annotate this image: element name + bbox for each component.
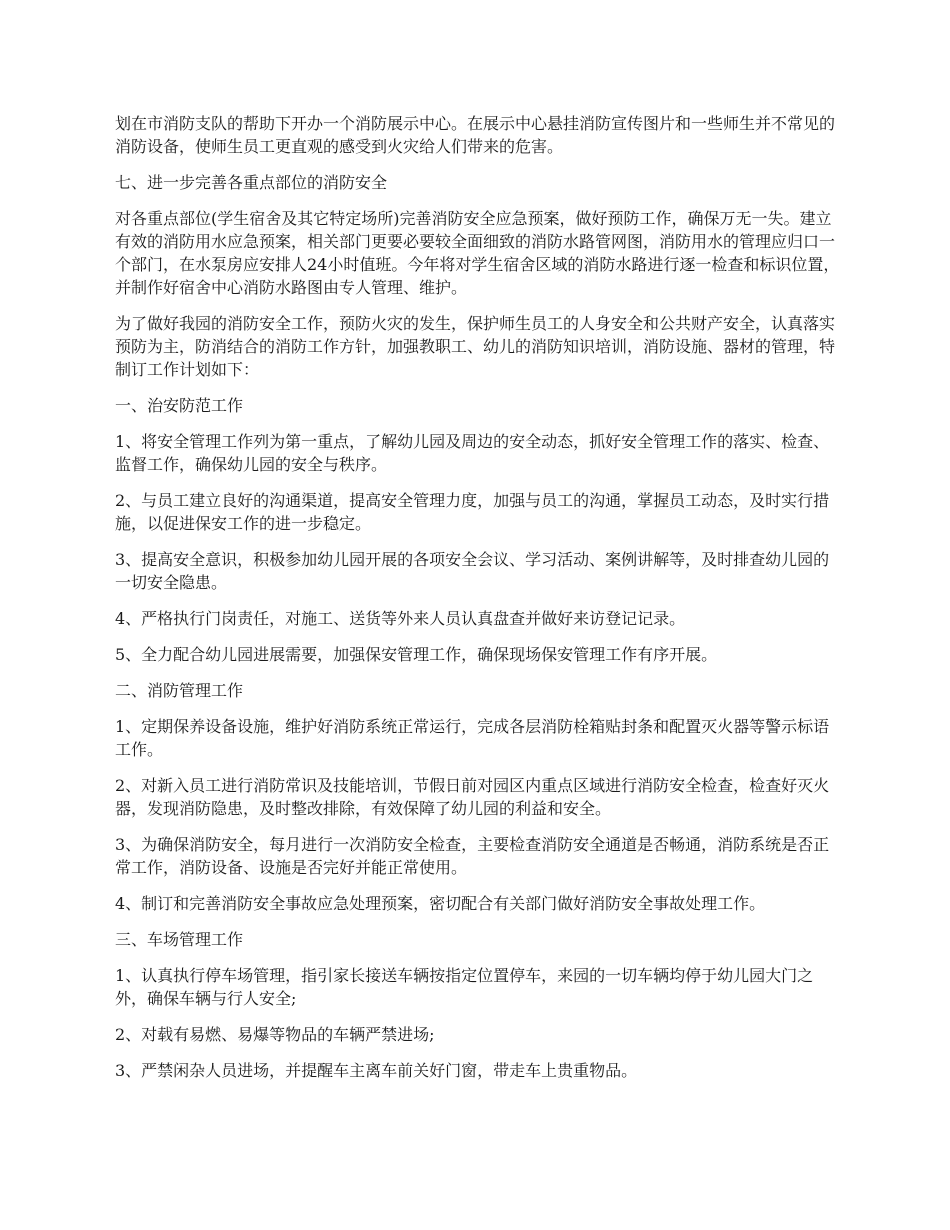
section-heading-7: 七、进一步完善各重点部位的消防安全 [115, 173, 388, 192]
list-item-fire-2: 2、对新入员工进行消防常识及技能培训，节假日前对园区内重点区域进行消防安全检查，检查好灭火器，发现消防隐患，及时整改排除，有效保障了幼儿园的利益和安全。 [115, 776, 830, 818]
list-item-parking-3: 3、严禁闲杂人员进场，并提醒车主离车前关好门窗，带走车上贵重物品。 [115, 1061, 638, 1080]
section-heading-2: 二、消防管理工作 [115, 681, 244, 700]
list-item-security-4: 4、严格执行门岗责任，对施工、送货等外来人员认真盘查并做好来访登记记录。 [115, 609, 686, 628]
section-heading-3: 三、车场管理工作 [115, 930, 244, 949]
paragraph-plan-intro: 为了做好我园的消防安全工作，预防火灾的发生，保护师生员工的人身安全和公共财产安全，认真落实预防为主，防消结合的消防工作方针，加强教职工、幼儿的消防知识培训，消防设施、器材的管理，特制订工作计划如下： [115, 314, 836, 379]
list-item-parking-2: 2、对载有易燃、易爆等物品的车辆严禁进场; [115, 1025, 435, 1044]
list-item-fire-3: 3、为确保消防安全，每月进行一次消防安全检查，主要检查消防安全通道是否畅通，消防系统是否正常工作，消防设备、设施是否完好并能正常使用。 [115, 835, 830, 877]
list-item-parking-1: 1、认真执行停车场管理，指引家长接送车辆按指定位置停车，来园的一切车辆均停于幼儿园大门之外，确保车辆与行人安全; [115, 966, 814, 1008]
list-item-security-1: 1、将安全管理工作列为第一重点，了解幼儿园及周边的安全动态，抓好安全管理工作的落实、检查、监督工作，确保幼儿园的安全与秩序。 [115, 432, 830, 474]
list-item-fire-4: 4、制订和完善消防安全事故应急处理预案，密切配合有关部门做好消防安全事故处理工作。 [115, 894, 766, 913]
section-heading-1: 一、治安防范工作 [115, 396, 244, 415]
list-item-security-2: 2、与员工建立良好的沟通渠道，提高安全管理力度，加强与员工的沟通，掌握员工动态，及时实行措施，以促进保安工作的进一步稳定。 [115, 491, 830, 533]
document-body [115, 112, 845, 1095]
list-item-security-3: 3、提高安全意识，积极参加幼儿园开展的各项安全会议、学习活动、案例讲解等，及时排查幼儿园的一切安全隐患。 [115, 550, 830, 592]
paragraph-key-areas: 对各重点部位(学生宿舍及其它特定场所)完善消防安全应急预案，做好预防工作，确保万无一失。建立有效的消防用水应急预案，相关部门更要必要较全面细致的消防水路管网图，消防用水的管理应归口一个部门，在水泵房应安排人24小时值班。今年将对学生宿舍区域的消防水路进行逐一检查和标识位置，并制作好宿舍中心消防水路图由专人管理、维护。 [115, 209, 840, 297]
list-item-security-5: 5、全力配合幼儿园进展需要，加强保安管理工作，确保现场保安管理工作有序开展。 [115, 645, 718, 664]
list-item-fire-1: 1、定期保养设备设施，维护好消防系统正常运行，完成各层消防栓箱贴封条和配置灭火器等警示标语工作。 [115, 717, 830, 759]
paragraph-intro-continued: 划在市消防支队的帮助下开办一个消防展示中心。在展示中心悬挂消防宣传图片和一些师生并不常见的消防设备，使师生员工更直观的感受到火灾给人们带来的危害。 [115, 114, 836, 156]
